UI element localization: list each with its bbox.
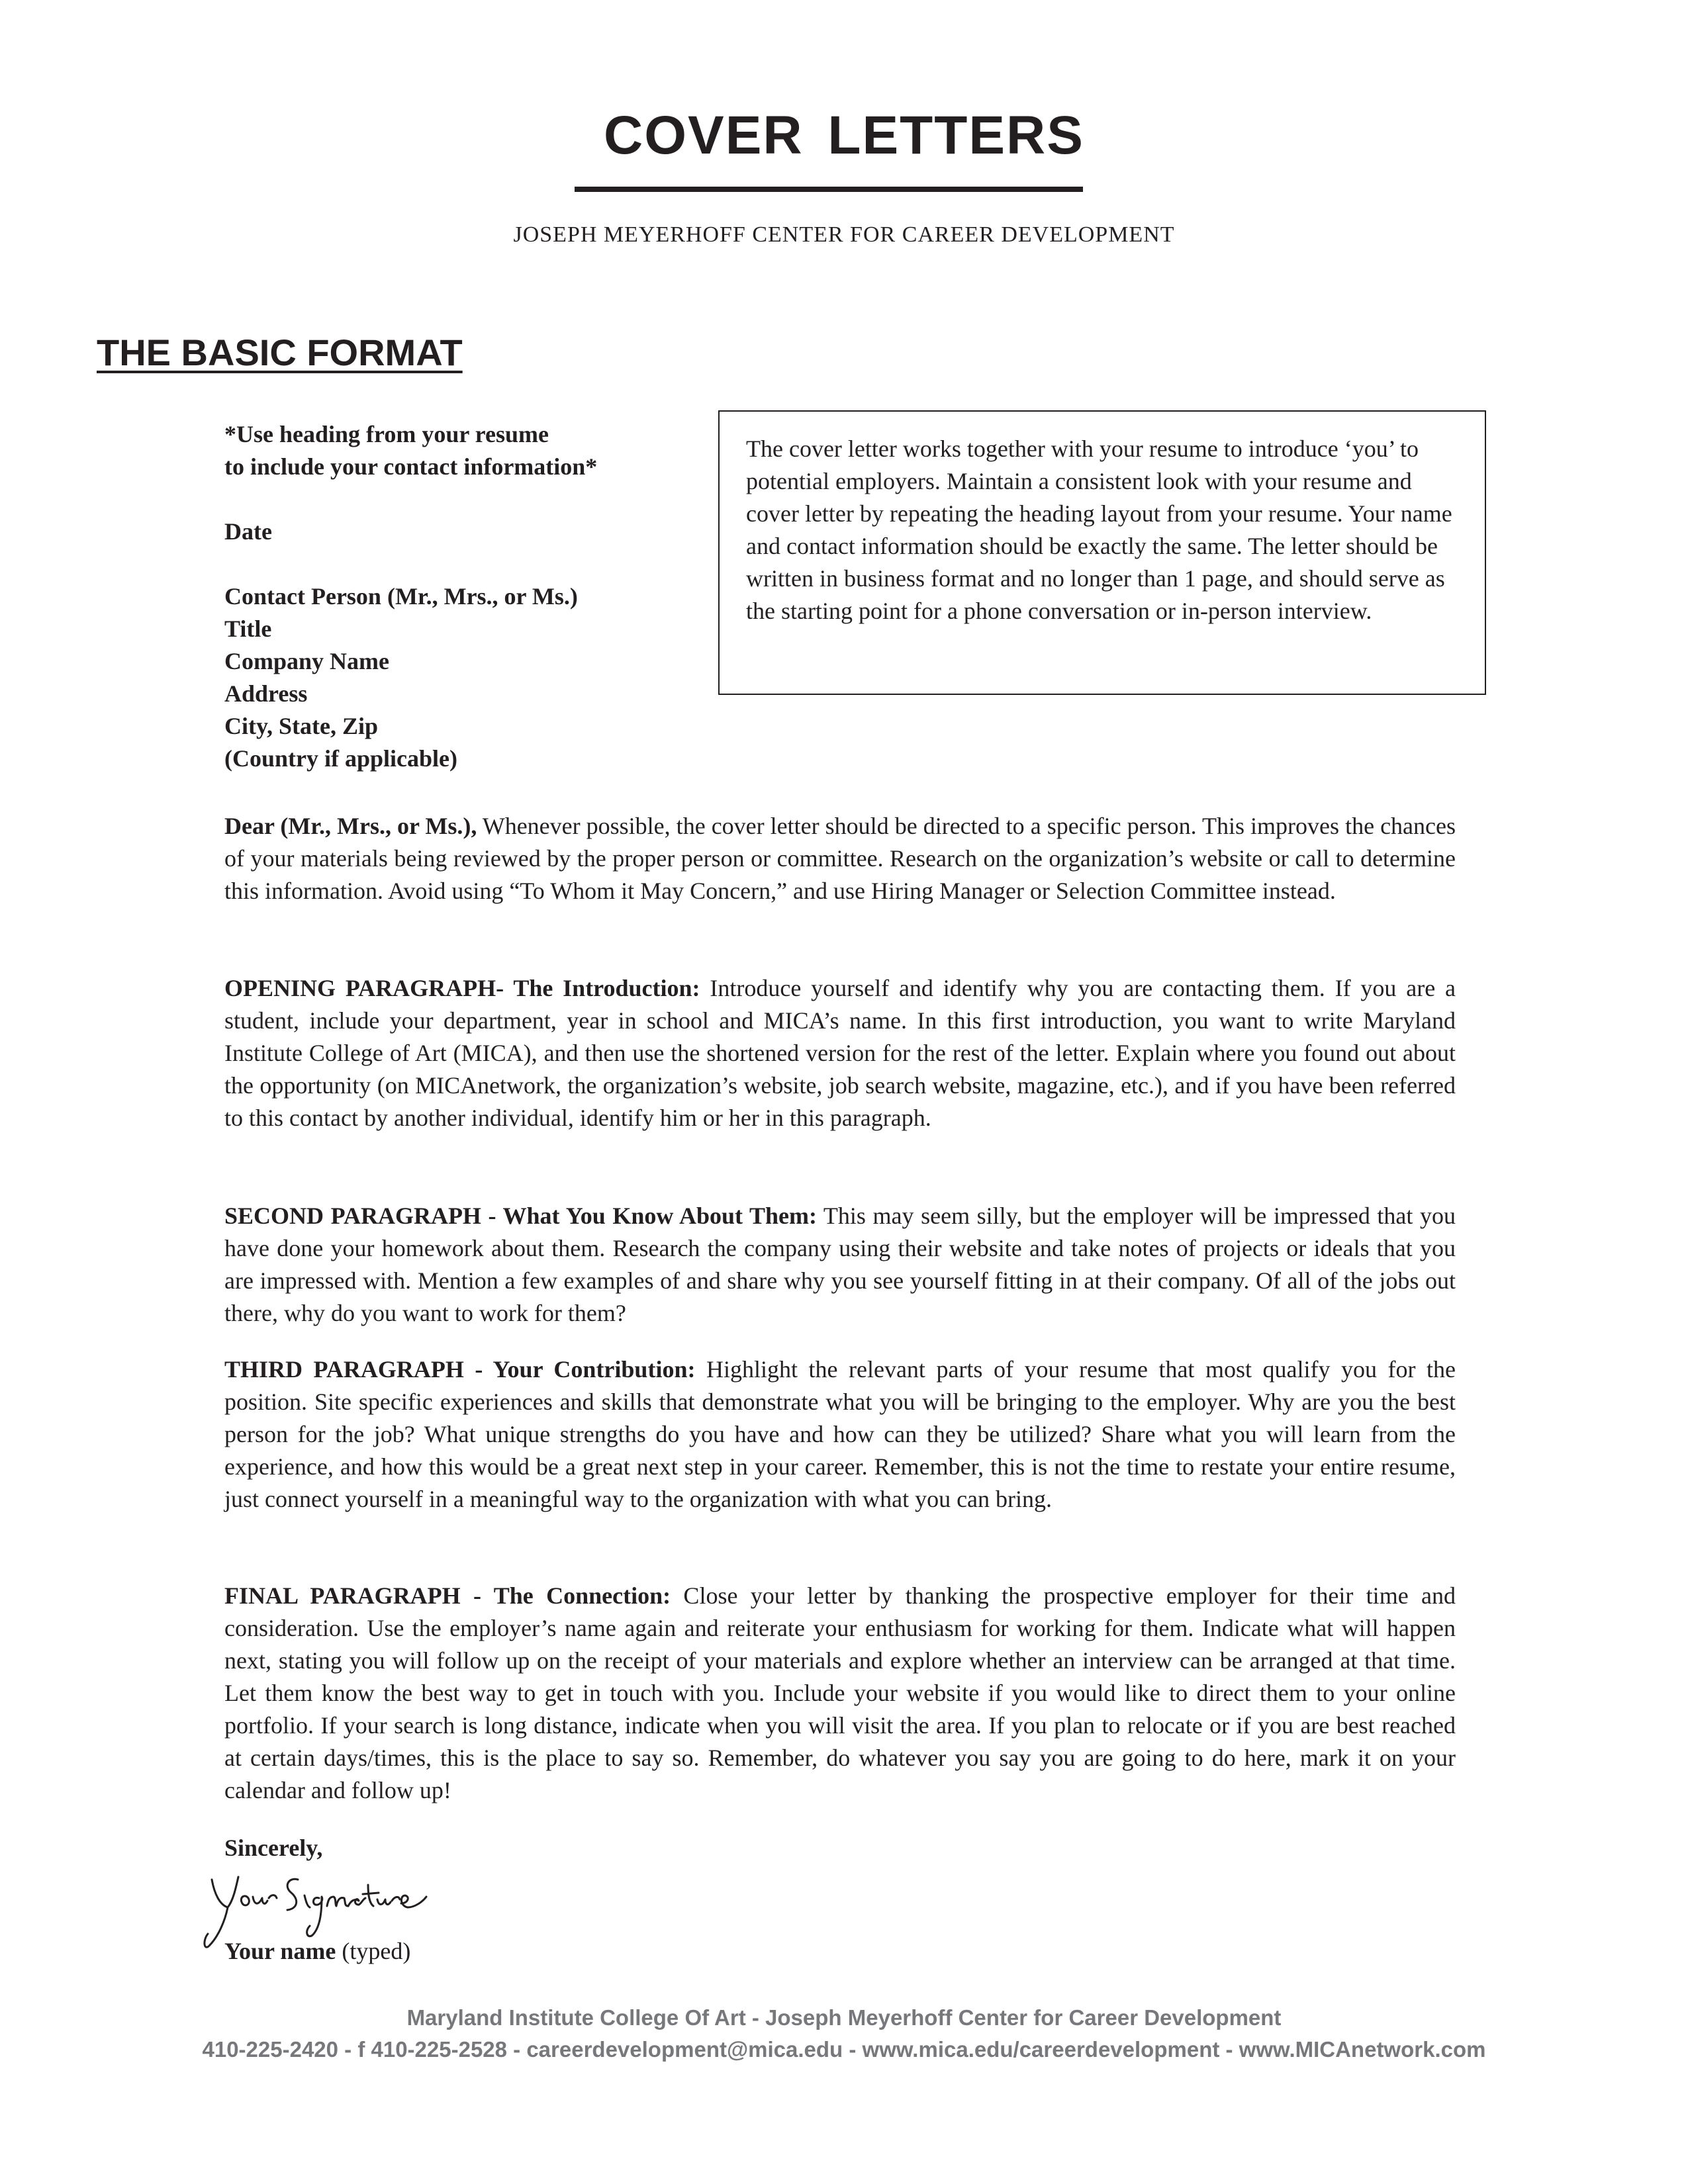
section-heading: THE BASIC FORMAT xyxy=(97,332,463,373)
third-paragraph xyxy=(224,1353,1456,1516)
footer-institution: Maryland Institute College Of Art - Joseph Meyerhoff Center for Career Development xyxy=(406,2005,1282,2030)
final-label: FINAL PARAGRAPH - The Connection: xyxy=(224,1582,671,1609)
second-label: SECOND PARAGRAPH - What You Know About Them: xyxy=(224,1203,817,1229)
third-text: Highlight the relevant parts of your resume that most qualify you for the position. Site specific experiences and skills that demonstrate what you will be bringing to the employer. Why are you the best person for the job? What unique strengths do you have and how can they be utilized? Share what you will learn from the experience, and how this would be a great next step in your career. Remember, this is not the time to restate your entire resume, just connect yourself in a meaningful way to the organization with what you can bring. xyxy=(224,1356,1456,1512)
title-underline-rule xyxy=(575,187,1083,192)
contact-person-placeholder: Contact Person (Mr., Mrs., or Ms.) xyxy=(224,583,578,610)
third-label: THIRD PARAGRAPH - Your Contribution: xyxy=(224,1356,696,1383)
salutation-text: Whenever possible, the cover letter should be directed to a specific person. This improves the chances of your materials being reviewed by the proper person or committee. Research on the organization’s website or call to determine this information. Avoid using “To Whom it May Concern,” and use Hiring Manager or Selection Committee instead. xyxy=(224,813,1456,904)
opening-text: Introduce yourself and identify why you are contacting them. If you are a student, include your department, year in school and MICA’s name. In this first introduction, you want to write Maryland Institute College of Art (MICA), and then use the shortened version for the rest of the letter. Explain where you found out about the opportunity (on MICAnetwork, the organization’s website, job search website, magazine, etc.), and if you have been referred to this contact by another individual, identify him or her in this paragraph. xyxy=(224,975,1456,1131)
salutation-paragraph xyxy=(224,810,1456,907)
typed-name-suffix: (typed) xyxy=(336,1938,411,1964)
city-state-zip-placeholder: City, State, Zip xyxy=(224,713,379,739)
opening-paragraph xyxy=(224,972,1456,1134)
footer-contact-line: 410-225-2420 - f 410-225-2528 - careerdevelopment@mica.edu - www.mica.edu/careerdevelopment - www.MICAnetwork.com xyxy=(202,2037,1486,2062)
title-placeholder: Title xyxy=(224,615,272,642)
salutation-label: Dear (Mr., Mrs., or Ms.), xyxy=(224,813,477,839)
page-title: COVER LETTERS xyxy=(604,105,1084,165)
heading-note-line-1: *Use heading from your resume xyxy=(224,421,549,447)
typed-name-label: Your name xyxy=(224,1938,336,1964)
second-paragraph xyxy=(224,1200,1456,1330)
opening-label: OPENING PARAGRAPH- The Introduction: xyxy=(224,975,700,1001)
final-paragraph xyxy=(224,1580,1456,1807)
info-box-text: The cover letter works together with your resume to introduce ‘you’ to potential employers. Maintain a consistent look with your resume and cover letter by repeating the heading layout from your resume. Your name and contact information should be exactly the same. The letter should be written in business format and no longer than 1 page, and should serve as the starting point for a phone conversation or in-person interview. xyxy=(746,435,1452,624)
typed-name-line xyxy=(224,1935,410,1968)
closing-sincerely: Sincerely, xyxy=(224,1835,323,1861)
info-box xyxy=(718,410,1486,695)
date-placeholder: Date xyxy=(224,518,272,545)
second-text: This may seem silly, but the employer will be impressed that you have done your homework about them. Research the company using their website and take notes of projects or ideals that you are impressed with. Mention a few examples of and share why you see yourself fitting in at their company. Of all of the jobs out there, why do you want to work for them? xyxy=(224,1203,1456,1326)
final-text: Close your letter by thanking the prospective employer for their time and consideration. Use the employer’s name again and reiterate your enthusiasm for working for them. Indicate what will happen next, stating you will follow up on the receipt of your materials and explore whether an interview can be arranged at that time. Let them know the best way to get in touch with you. Include your website if you would like to direct them to your online portfolio. If your search is long distance, indicate when you will visit the area. If you plan to relocate or if you are best reached at certain days/times, this is the place to say so. Remember, do whatever you say you are going to do here, mark it on your calendar and follow up! xyxy=(224,1582,1456,1803)
page-subtitle: JOSEPH MEYERHOFF CENTER FOR CAREER DEVELOPMENT xyxy=(513,222,1175,247)
heading-note-line-2: to include your contact information* xyxy=(224,453,598,480)
letter-heading-template xyxy=(224,418,648,775)
address-placeholder: Address xyxy=(224,680,308,707)
country-placeholder: (Country if applicable) xyxy=(224,745,458,772)
company-name-placeholder: Company Name xyxy=(224,648,389,674)
